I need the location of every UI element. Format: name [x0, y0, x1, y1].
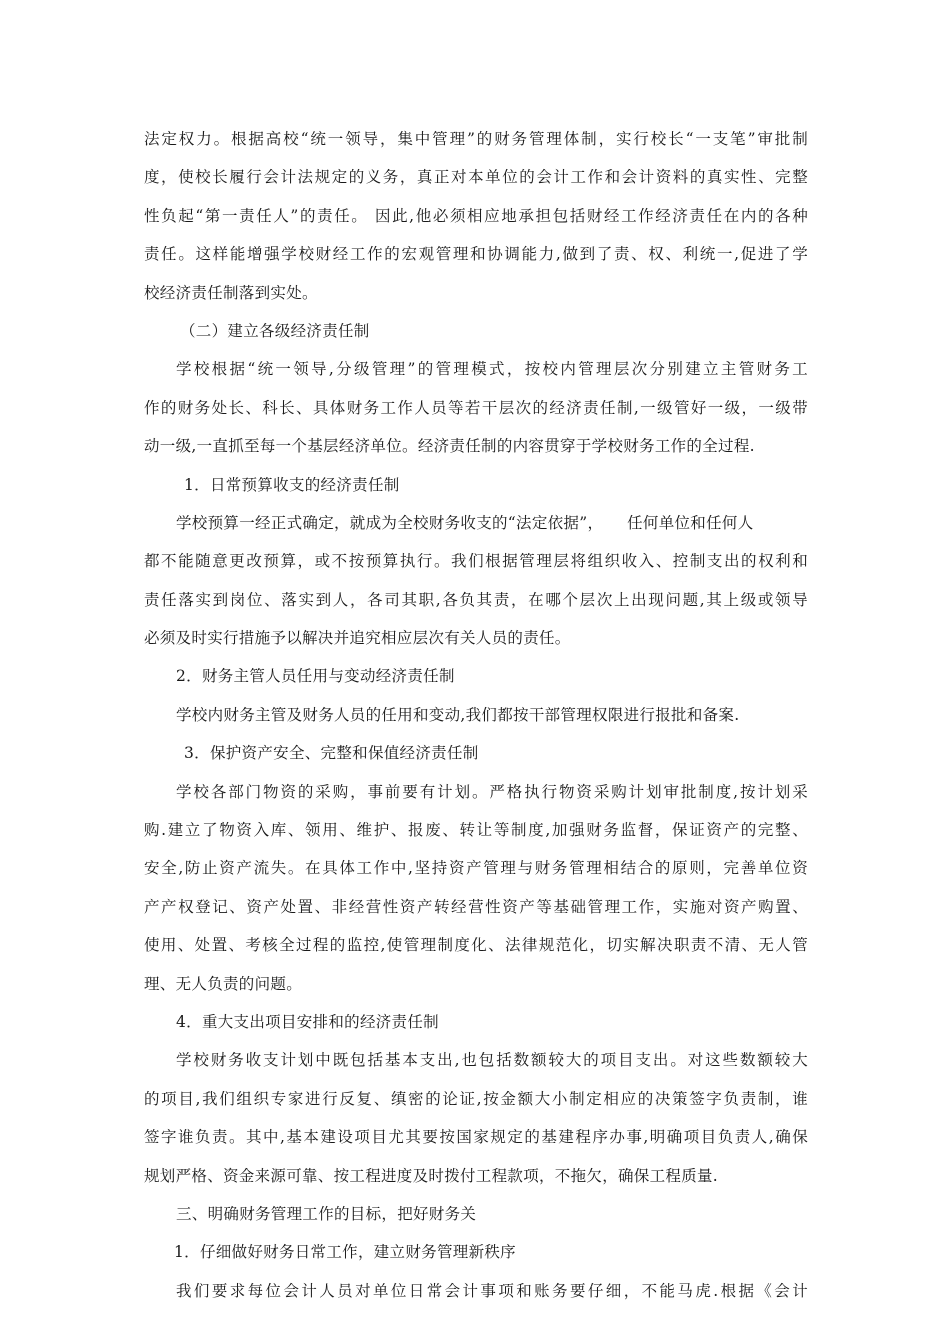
text-line: 安全,防止资产流失。在具体工作中,坚持资产管理与财务管理相结合的原则，完善单位资 — [144, 859, 808, 878]
section-heading: （二）建立各级经济责任制 — [180, 321, 370, 340]
text-line: 都不能随意更改预算，或不按预算执行。我们根据管理层将组织收入、控制支出的权利和 — [144, 552, 808, 571]
text-line: 必须及时实行措施予以解决并追究相应层次有关人员的责任。 — [144, 629, 571, 648]
text-line: 校经济责任制落到实处。 — [144, 283, 318, 302]
text-line: 学校财务收支计划中既包括基本支出,也包括数额较大的项目支出。对这些数额较大 — [176, 1051, 808, 1070]
text-line: 责任。这样能增强学校财经工作的宏观管理和协调能力,做到了责、权、利统一,促进了学 — [144, 245, 808, 264]
text-line: 学校内财务主管及财务人员的任用和变动,我们都按干部管理权限进行报批和备案. — [176, 705, 740, 724]
text-line: 规划严格、资金来源可靠、按工程进度及时拨付工程款项，不拖欠，确保工程质量. — [144, 1166, 719, 1185]
text-line: 我们要求每位会计人员对单位日常会计事项和账务要仔细，不能马虎.根据《会计 — [176, 1281, 808, 1300]
text-line: 动一级,一直抓至每一个基层经济单位。经济责任制的内容贯穿于学校财务工作的全过程. — [144, 437, 755, 456]
text-line: 签字谁负责。其中,基本建设项目尤其要按国家规定的基建程序办事,明确项目负责人,确保 — [144, 1128, 808, 1147]
text-line: 学校各部门物资的采购，事前要有计划。严格执行物资采购计划审批制度,按计划采 — [176, 782, 808, 801]
text-line: 作的财务处长、科长、具体财务工作人员等若干层次的经济责任制,一级管好一级，一级带 — [144, 398, 808, 417]
document-body — [144, 120, 808, 1310]
text-line: 学校预算一经正式确定，就成为全校财务收支的“法定依据”， 任何单位和任何人 — [176, 513, 754, 532]
subsection-heading: 1．仔细做好财务日常工作，建立财务管理新秩序 — [174, 1243, 516, 1262]
section-heading: 三、明确财务管理工作的目标，把好财务关 — [176, 1204, 477, 1223]
subsection-heading: 2．财务主管人员任用与变动经济责任制 — [176, 667, 455, 686]
text-line: 责任落实到岗位、落实到人，各司其职,各负其责，在哪个层次上出现问题,其上级或领导 — [144, 590, 808, 609]
subsection-heading: 4．重大支出项目安排和的经济责任制 — [176, 1012, 439, 1031]
text-line: 度，使校长履行会计法规定的义务，真正对本单位的会计工作和会计资料的真实性、完整 — [144, 168, 808, 187]
subsection-heading: 1．日常预算收支的经济责任制 — [184, 475, 400, 494]
subsection-heading: 3．保护资产安全、完整和保值经济责任制 — [184, 744, 479, 763]
text-line: 使用、处置、考核全过程的监控,使管理制度化、法律规范化，切实解决职责不清、无人管 — [144, 936, 808, 955]
text-line: 的项目,我们组织专家进行反复、缜密的论证,按金额大小制定相应的决策签字负责制，谁 — [144, 1089, 808, 1108]
text-line: 法定权力。根据高校“统一领导，集中管理”的财务管理体制，实行校长“一支笔”审批制 — [144, 130, 808, 148]
text-line: 学校根据“统一领导,分级管理”的管理模式，按校内管理层次分别建立主管财务工 — [176, 360, 808, 379]
text-line: 产产权登记、资产处置、非经营性资产转经营性资产等基础管理工作，实施对资产购置、 — [144, 897, 808, 916]
text-line: 理、无人负责的问题。 — [144, 974, 303, 993]
text-line: 购.建立了物资入库、领用、维护、报废、转让等制度,加强财务监督，保证资产的完整、 — [144, 821, 808, 840]
text-line: 性负起“第一责任人”的责任。 因此,他必须相应地承担包括财经工作经济责任在内的各种 — [144, 206, 808, 225]
